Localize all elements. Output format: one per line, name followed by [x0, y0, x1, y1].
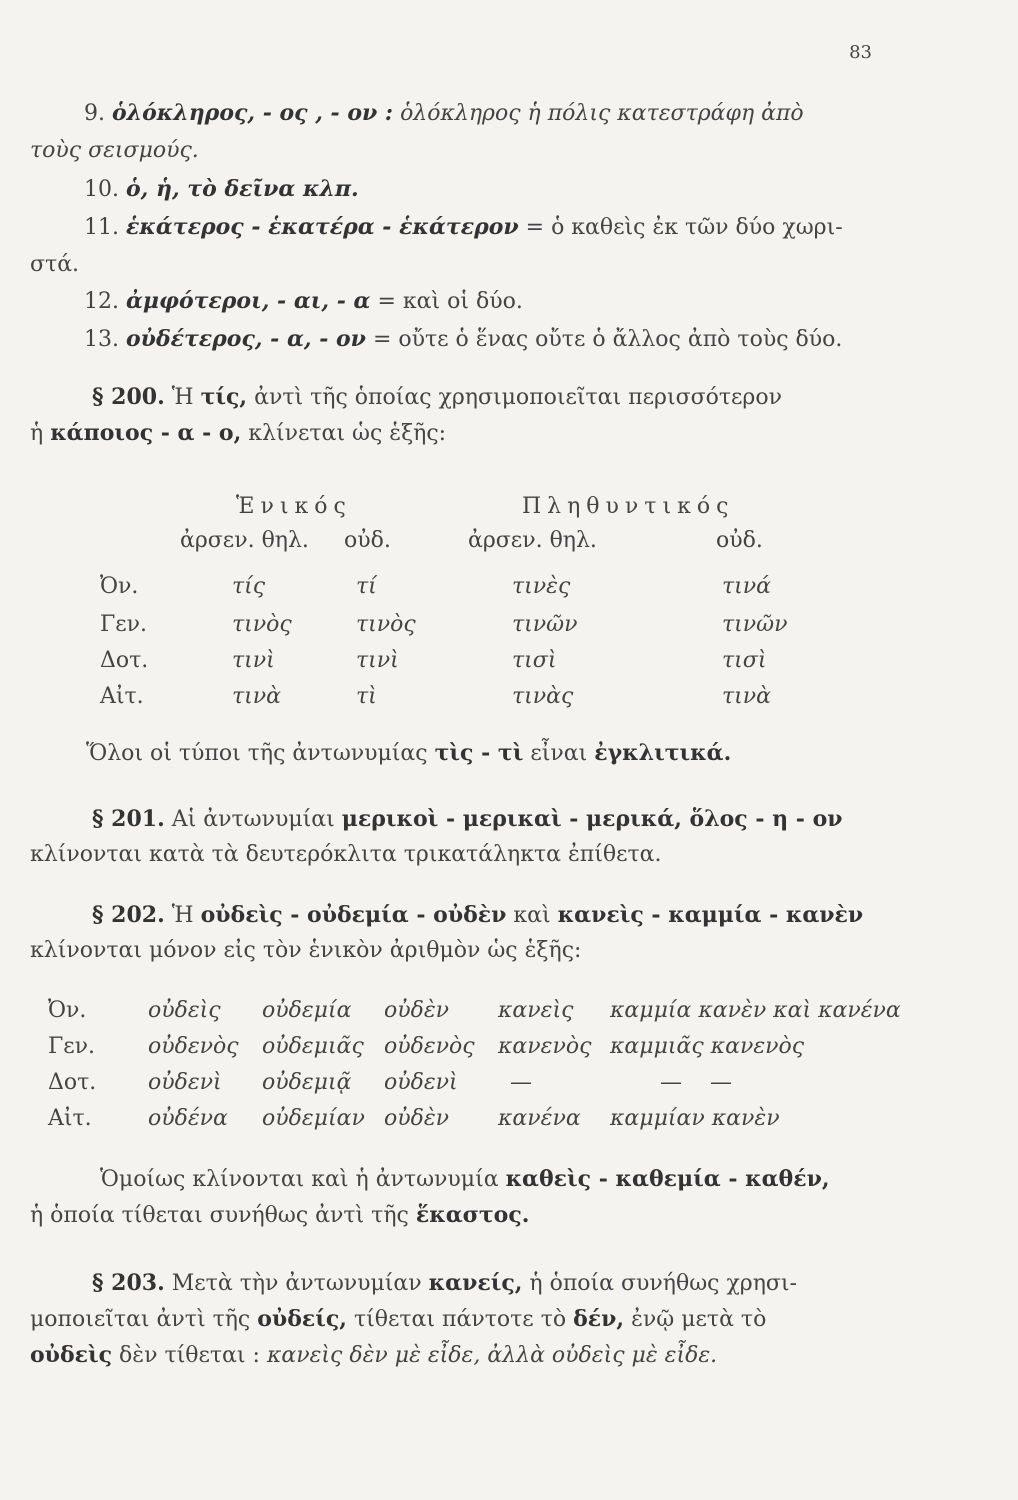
term: ἀμφότεροι, - αι, - α	[126, 288, 371, 314]
bold-term: δέν,	[573, 1306, 625, 1332]
section-201-line2: κλίνονται κατὰ τὰ δευτερόκλιτα τρικατάληκτα ἐπίθετα.	[30, 842, 662, 867]
section-203-line2	[30, 1304, 766, 1335]
item-number: 12.	[84, 289, 119, 314]
bold-term: οὐδεὶς - οὐδεμία - οὐδὲν	[200, 902, 507, 928]
section-200-line1	[92, 382, 782, 413]
subheader: ἀρσεν. θηλ.	[468, 528, 597, 553]
item-number: 10.	[84, 177, 119, 202]
case-label: Αἰτ.	[100, 684, 144, 709]
form: οὐδεμίαν	[262, 1106, 365, 1131]
bold-term: τὶς - τὶ	[434, 740, 524, 766]
form: τινὰ	[722, 684, 772, 709]
form: οὐδὲν	[384, 1106, 450, 1131]
case-label: Δοτ.	[100, 648, 149, 673]
definition: = καὶ οἱ δύο.	[377, 289, 523, 314]
text: καὶ	[513, 903, 551, 928]
text: Αἱ ἀντωνυμίαι	[171, 807, 335, 832]
bold-term: κάποιος - α - ο,	[50, 420, 242, 446]
term: ἑκάτερος - ἑκατέρα - ἑκάτερον	[126, 214, 519, 240]
form: καμμίαν κανὲν	[610, 1106, 780, 1131]
bold-term: ἐγκλιτικά.	[594, 740, 732, 766]
form: κανεὶς	[498, 998, 574, 1023]
text: Μετὰ τὴν ἀντωνυμίαν	[171, 1271, 422, 1296]
form: καμμία κανὲν καὶ κανένα	[610, 998, 901, 1023]
definition: = οὔτε ὁ ἕνας οὔτε ὁ ἄλλος ἀπὸ τοὺς δύο.	[372, 327, 843, 352]
bold-term: ἕκαστος.	[415, 1202, 530, 1228]
form: τινά	[722, 574, 772, 599]
item-10	[84, 174, 359, 205]
item-9-cont: τοὺς σεισμούς.	[30, 138, 199, 163]
section-202-line1	[92, 900, 863, 931]
item-number: 13.	[84, 327, 119, 352]
form: κανένα	[498, 1106, 581, 1131]
form: τινὸς	[356, 612, 416, 637]
example: ὁλόκληρος ἡ πόλις κατεστράφη ἀπὸ	[400, 101, 804, 126]
case-label: Δοτ.	[48, 1070, 97, 1095]
plural-header: Πληθυντικός	[522, 494, 735, 519]
form: οὐδεμιᾶς	[262, 1034, 364, 1059]
term: ὁλόκληρος, - ος , - ον :	[112, 100, 394, 126]
form: οὐδενὸς	[384, 1034, 475, 1059]
singular-header: Ἑνικός	[236, 494, 352, 519]
form: οὐδενὶ	[384, 1070, 458, 1095]
bold-term: τίς,	[200, 384, 248, 410]
text: ἀντὶ τῆς ὁποίας χρησιμοποιεῖται περισσότερον	[254, 385, 782, 410]
subheader: ἀρσεν. θηλ.	[180, 528, 309, 553]
text: Ὅλοι οἱ τύποι τῆς ἀντωνυμίας	[86, 741, 428, 766]
bold-term: κανεὶς - καμμία - κανὲν	[557, 902, 864, 928]
section-203-line3	[30, 1340, 717, 1371]
text: δὲν τίθεται :	[119, 1343, 260, 1368]
bold-term: καθεὶς - καθεμία - καθέν,	[505, 1166, 830, 1192]
bold-term: κανείς,	[428, 1270, 523, 1296]
form: τινὰς	[512, 684, 574, 709]
form: τισὶ	[512, 648, 557, 673]
case-label: Ὀν.	[48, 998, 87, 1023]
form: τί	[356, 574, 377, 599]
text: μοποιεῖται ἀντὶ τῆς	[30, 1307, 251, 1332]
form: οὐδένα	[148, 1106, 228, 1131]
page-number: 83	[849, 42, 872, 63]
form: τινὲς	[512, 574, 571, 599]
item-12	[84, 286, 523, 317]
bold-term: μερικοὶ - μερικαὶ - μερικά, ὅλος - η - ον	[341, 806, 843, 832]
item-11-cont: στά.	[30, 252, 80, 277]
text: Ἡ	[171, 385, 194, 410]
form: τινῶν	[722, 612, 788, 637]
note-202-line1	[100, 1164, 830, 1195]
example: κανεὶς δὲν μὲ εἶδε, ἀλλὰ οὐδεὶς μὲ εἶδε.	[266, 1343, 718, 1368]
note-202-line2	[30, 1200, 529, 1231]
bold-term: οὐδεὶς	[30, 1342, 113, 1368]
text: Ἡ	[171, 903, 194, 928]
term: ὁ, ἡ, τὸ δεῖνα κλπ.	[126, 176, 359, 202]
form: τινῶν	[512, 612, 578, 637]
form: τισὶ	[722, 648, 767, 673]
item-number: 11.	[84, 215, 119, 240]
text: κλίνεται ὡς ἑξῆς:	[248, 421, 447, 446]
section-number: § 201.	[92, 806, 165, 832]
section-number: § 200.	[92, 384, 165, 410]
item-11	[84, 212, 843, 243]
subheader: οὐδ.	[344, 528, 391, 553]
text: εἶναι	[530, 741, 588, 766]
case-label: Γεν.	[100, 612, 148, 637]
text: τίθεται πάντοτε τὸ	[353, 1307, 567, 1332]
text: Ὁμοίως κλίνονται καὶ ἡ ἀντωνυμία	[100, 1167, 499, 1192]
form: τίς	[232, 574, 266, 599]
case-label: Αἰτ.	[48, 1106, 92, 1131]
dash: —	[510, 1070, 532, 1095]
bold-term: οὐδείς,	[257, 1306, 347, 1332]
item-number: 9.	[84, 101, 105, 126]
form: τινὶ	[356, 648, 399, 673]
definition: = ὁ καθεὶς ἐκ τῶν δύο χωρι-	[525, 215, 843, 240]
form: τινὸς	[232, 612, 292, 637]
form: τὶ	[356, 684, 377, 709]
section-number: § 203.	[92, 1270, 165, 1296]
form: τινὰ	[232, 684, 282, 709]
section-202-line2: κλίνονται μόνον εἰς τὸν ἑνικὸν ἀριθμὸν ὡς ἑξῆς:	[30, 938, 582, 963]
section-number: § 202.	[92, 902, 165, 928]
text: ἡ	[30, 421, 44, 446]
text: ἡ ὁποία τίθεται συνήθως ἀντὶ τῆς	[30, 1203, 409, 1228]
text: ἐνῷ μετὰ τὸ	[631, 1307, 767, 1332]
dash: — —	[660, 1070, 732, 1095]
case-label: Ὀν.	[100, 574, 139, 599]
note-200	[86, 738, 731, 769]
case-label: Γεν.	[48, 1034, 96, 1059]
form: τινὶ	[232, 648, 275, 673]
section-203-line1	[92, 1268, 797, 1299]
form: οὐδεμία	[262, 998, 352, 1023]
item-13	[84, 324, 842, 355]
form: οὐδεμιᾷ	[262, 1070, 352, 1095]
section-200-line2	[30, 418, 446, 449]
text: ἡ ὁποία συνήθως χρησι-	[529, 1271, 797, 1296]
subheader: οὐδ.	[716, 528, 763, 553]
form: καμμιᾶς κανενὸς	[610, 1034, 805, 1059]
form: οὐδὲν	[384, 998, 450, 1023]
form: οὐδενὸς	[148, 1034, 239, 1059]
section-201-line1	[92, 804, 843, 835]
form: οὐδενὶ	[148, 1070, 222, 1095]
term: οὐδέτερος, - α, - ον	[126, 326, 366, 352]
form: οὐδεὶς	[148, 998, 221, 1023]
item-9	[84, 98, 804, 129]
form: κανενὸς	[498, 1034, 592, 1059]
